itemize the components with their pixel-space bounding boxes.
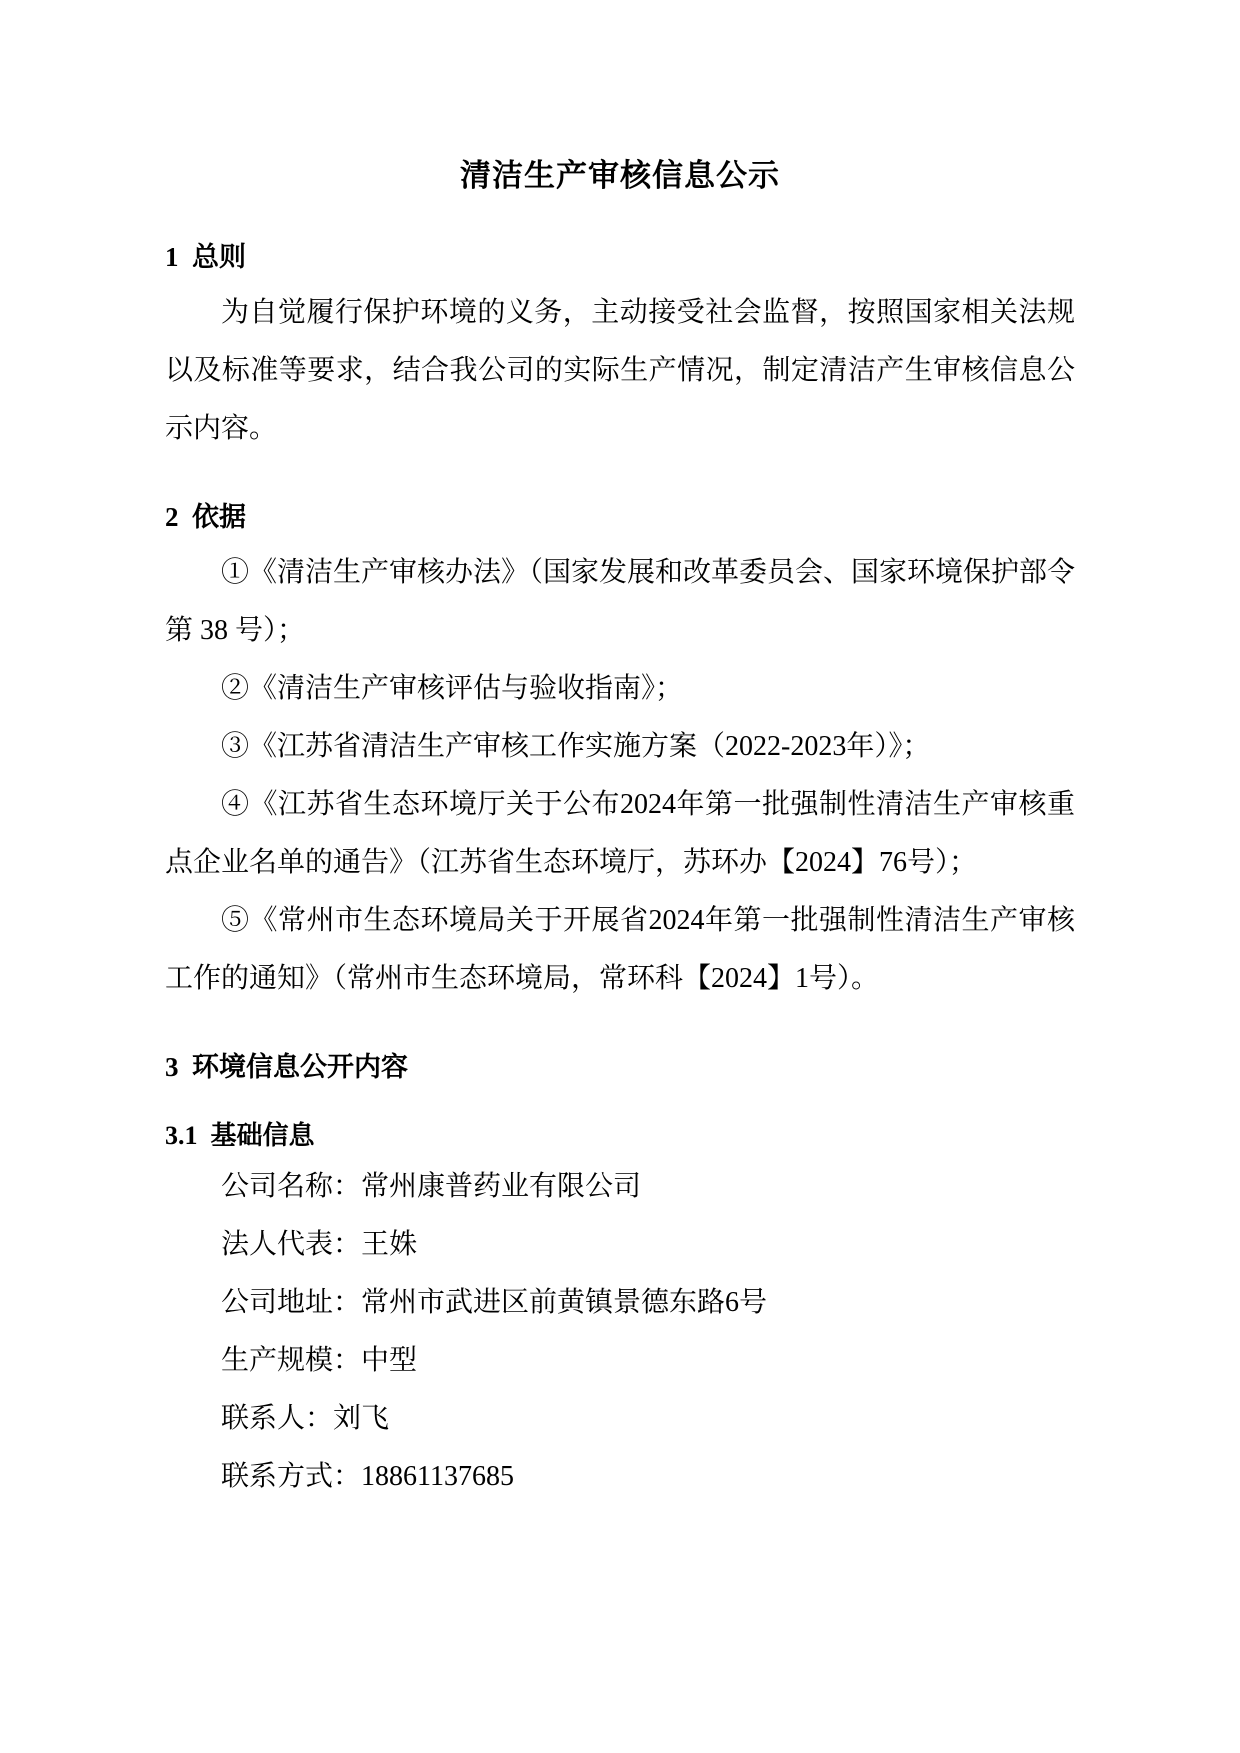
field-production-scale-value: 中型 [361,1345,418,1376]
field-legal-representative [165,1216,1075,1274]
field-contact-phone-value: 18861137685 [361,1461,514,1492]
field-contact-phone-label: 联系方式： [221,1461,362,1492]
subsection-heading-basic-info: 3.1 基础信息 [165,1121,315,1150]
field-company-name-value: 常州康普药业有限公司 [361,1171,642,1202]
section-heading-general: 1 总则 [165,242,246,272]
section-heading-basis: 2 依据 [165,502,246,532]
field-company-address-label: 公司地址： [221,1287,362,1318]
section-heading-disclosure: 3 环境信息公开内容 [165,1052,408,1082]
field-contact-person-label: 联系人： [221,1403,334,1434]
basis-item-3: ③《江苏省清洁生产审核工作实施方案（2022-2023年）》； [221,731,931,762]
document-title: 清洁生产审核信息公示 [460,158,780,193]
basis-item-2: ②《清洁生产审核评估与验收指南》； [221,673,684,704]
field-production-scale-label: 生产规模： [221,1345,362,1376]
basis-item-4: ④《江苏省生态环境厅关于公布2024年第一批强制性清洁生产审核重点企业名单的通告》（江苏省生态环境厅，苏环办【2024】76号）； [165,789,1075,878]
field-legal-representative-label: 法人代表： [221,1229,362,1260]
field-company-address [165,1274,1075,1332]
field-production-scale [165,1332,1075,1390]
basis-item-1: ①《清洁生产审核办法》（国家发展和改革委员会、国家环境保护部令第 38 号）； [165,557,1076,646]
basic-info-fields [165,1158,1075,1506]
field-company-name [165,1158,1075,1216]
field-company-address-value: 常州市武进区前黄镇景德东路6号 [361,1287,768,1318]
field-legal-representative-value: 王姝 [361,1229,418,1260]
field-company-name-label: 公司名称： [221,1171,362,1202]
field-contact-person-value: 刘飞 [333,1403,390,1434]
field-contact-person [165,1390,1075,1448]
basis-item-5: ⑤《常州市生态环境局关于开展省2024年第一批强制性清洁生产审核工作的通知》（常州市生态环境局，常环科【2024】1号）。 [165,905,1075,994]
field-contact-phone [165,1448,1075,1506]
general-paragraph: 为自觉履行保护环境的义务，主动接受社会监督，按照国家相关法规以及标准等要求，结合我公司的实际生产情况，制定清洁产生审核信息公示内容。 [165,297,1075,444]
